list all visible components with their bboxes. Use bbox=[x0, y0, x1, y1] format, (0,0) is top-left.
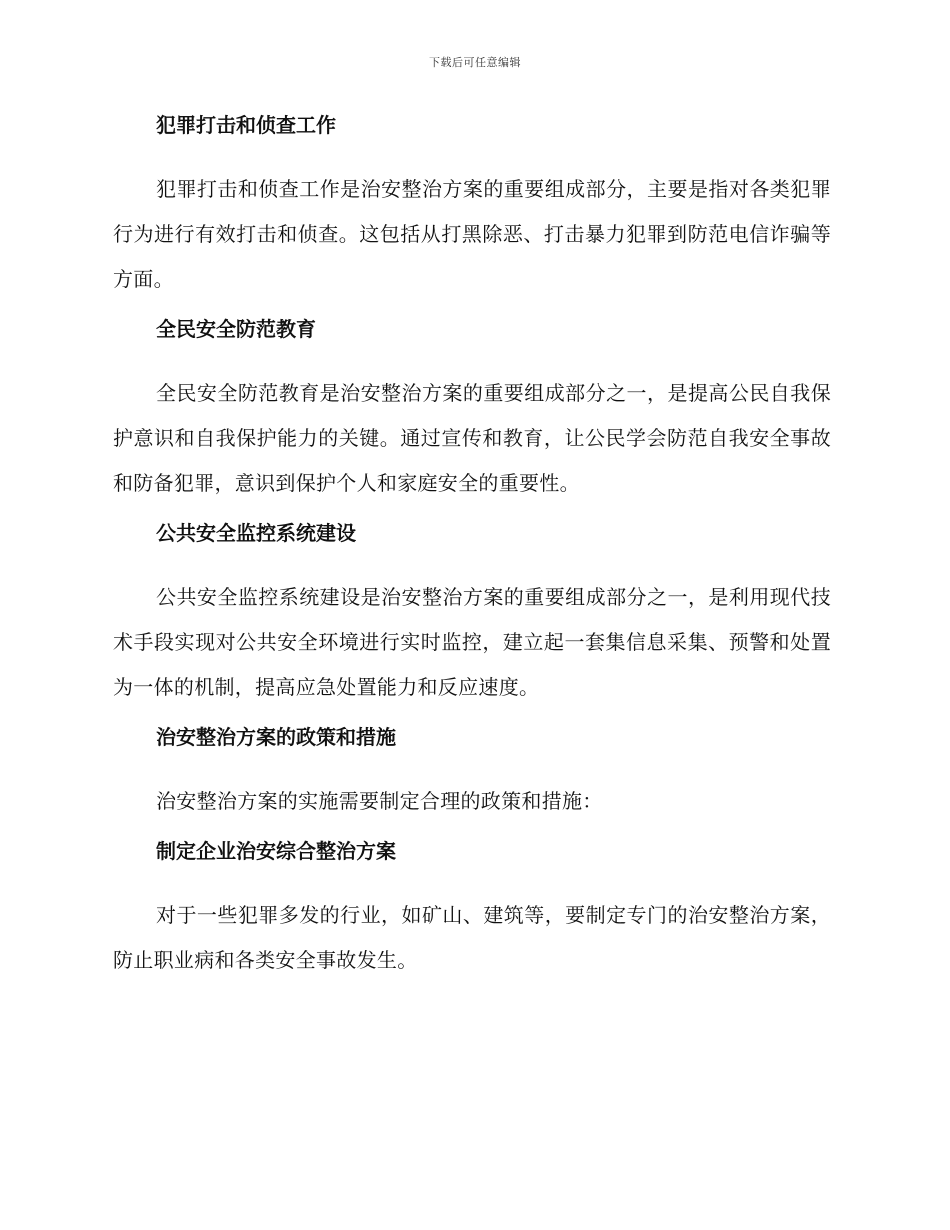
section-paragraph: 全民安全防范教育是治安整治方案的重要组成部分之一，是提高公民自我保护意识和自我保护能力的关键。通过宣传和教育，让公民学会防范自我安全事故和防备犯罪，意识到保护个人和家庭安全的重要性。 bbox=[113, 381, 831, 495]
section-policies-measures bbox=[113, 722, 831, 824]
document-body bbox=[113, 110, 831, 995]
section-heading: 制定企业治安综合整治方案 bbox=[156, 839, 396, 863]
section-surveillance-system bbox=[113, 518, 831, 710]
section-heading: 治安整治方案的政策和措施 bbox=[156, 725, 396, 749]
section-heading: 公共安全监控系统建设 bbox=[156, 521, 356, 545]
section-paragraph: 治安整治方案的实施需要制定合理的政策和措施： bbox=[156, 789, 603, 813]
section-heading: 全民安全防范教育 bbox=[156, 317, 316, 341]
section-enterprise-plan bbox=[113, 836, 831, 983]
section-paragraph: 公共安全监控系统建设是治安整治方案的重要组成部分之一，是利用现代技术手段实现对公共安全环境进行实时监控，建立起一套集信息采集、预警和处置为一体的机制，提高应急处置能力和反应速度。 bbox=[113, 585, 831, 699]
page-header-note: 下载后可任意编辑 bbox=[429, 56, 521, 69]
section-heading: 犯罪打击和侦查工作 bbox=[156, 113, 336, 137]
section-paragraph: 对于一些犯罪多发的行业，如矿山、建筑等，要制定专门的治安整治方案，防止职业病和各类安全事故发生。 bbox=[113, 903, 831, 972]
section-paragraph: 犯罪打击和侦查工作是治安整治方案的重要组成部分，主要是指对各类犯罪行为进行有效打击和侦查。这包括从打黑除恶、打击暴力犯罪到防范电信诈骗等方面。 bbox=[113, 177, 831, 291]
section-safety-education bbox=[113, 314, 831, 506]
section-crime-crackdown bbox=[113, 110, 831, 302]
